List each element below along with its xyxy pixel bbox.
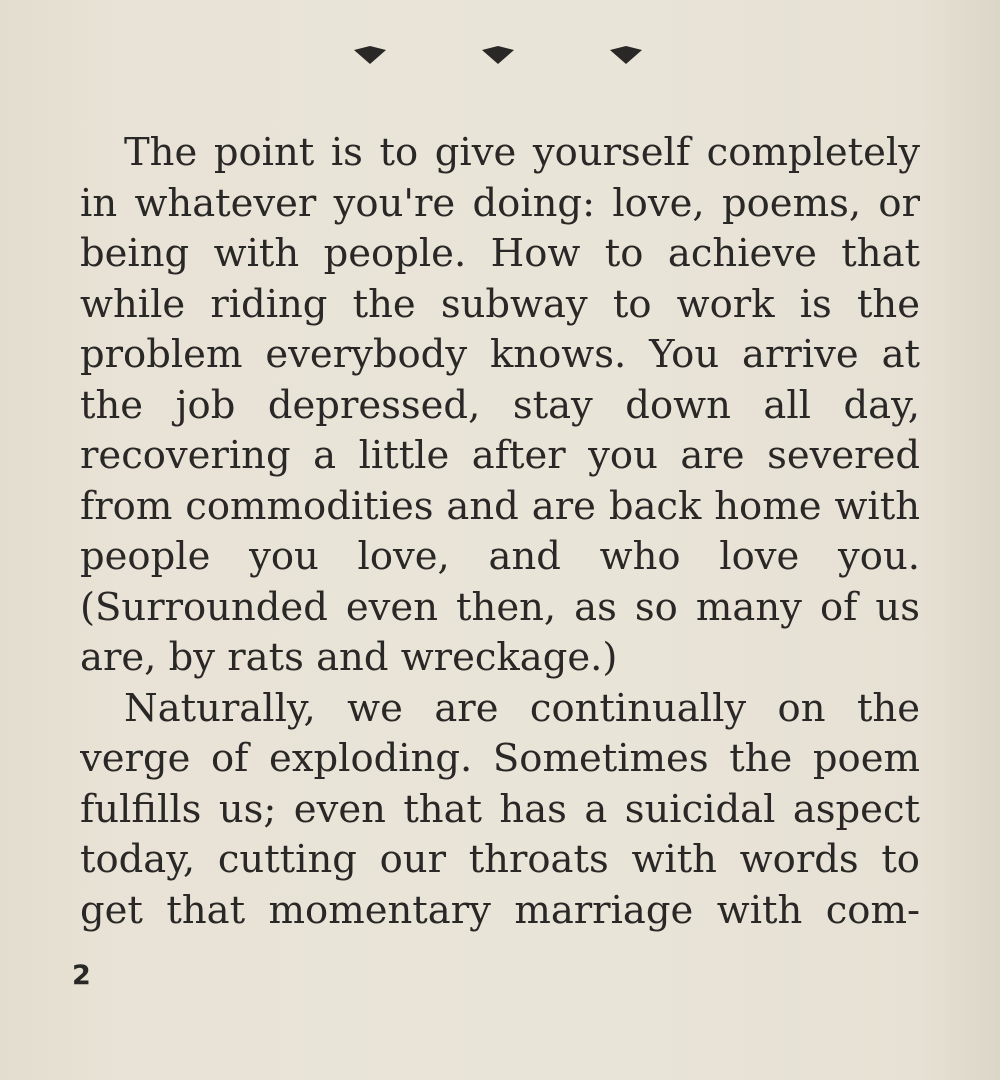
diamond-arrow-icon — [608, 44, 644, 66]
text-line: while riding the subway to work is the — [80, 281, 920, 327]
text-line: Naturally, we are continually on the — [124, 685, 920, 731]
section-ornament — [0, 44, 1000, 74]
body-text — [80, 128, 920, 936]
diamond-arrow-icon — [352, 44, 388, 66]
text-line: being with people. How to achieve that — [80, 231, 920, 276]
text-line: recovering a little after you are severed — [80, 433, 920, 478]
diamond-arrow-icon — [480, 44, 516, 66]
page-number: 2 — [72, 960, 91, 991]
text-line: from commodities and are back home with — [80, 483, 920, 529]
paragraph-1 — [80, 128, 920, 684]
text-line: people you love, and who love you. — [80, 534, 920, 579]
paragraph-2 — [80, 684, 920, 937]
text-line: today, cutting our throats with words to — [80, 837, 920, 882]
text-line: (Surrounded even then, as so many of us — [80, 584, 920, 630]
text-line: problem everybody knows. You arrive at — [80, 332, 920, 377]
text-line: are, by rats and wreckage.) — [80, 635, 618, 680]
text-line: fulfills us; even that has a suicidal aspect — [80, 786, 920, 832]
text-line: get that momentary marriage with com- — [80, 887, 920, 933]
text-line: the job depressed, stay down all day, — [80, 382, 920, 428]
text-line: verge of exploding. Sometimes the poem — [80, 736, 920, 781]
text-line: The point is to give yourself completely — [124, 130, 920, 175]
text-line: in whatever you're doing: love, poems, or — [80, 180, 920, 226]
